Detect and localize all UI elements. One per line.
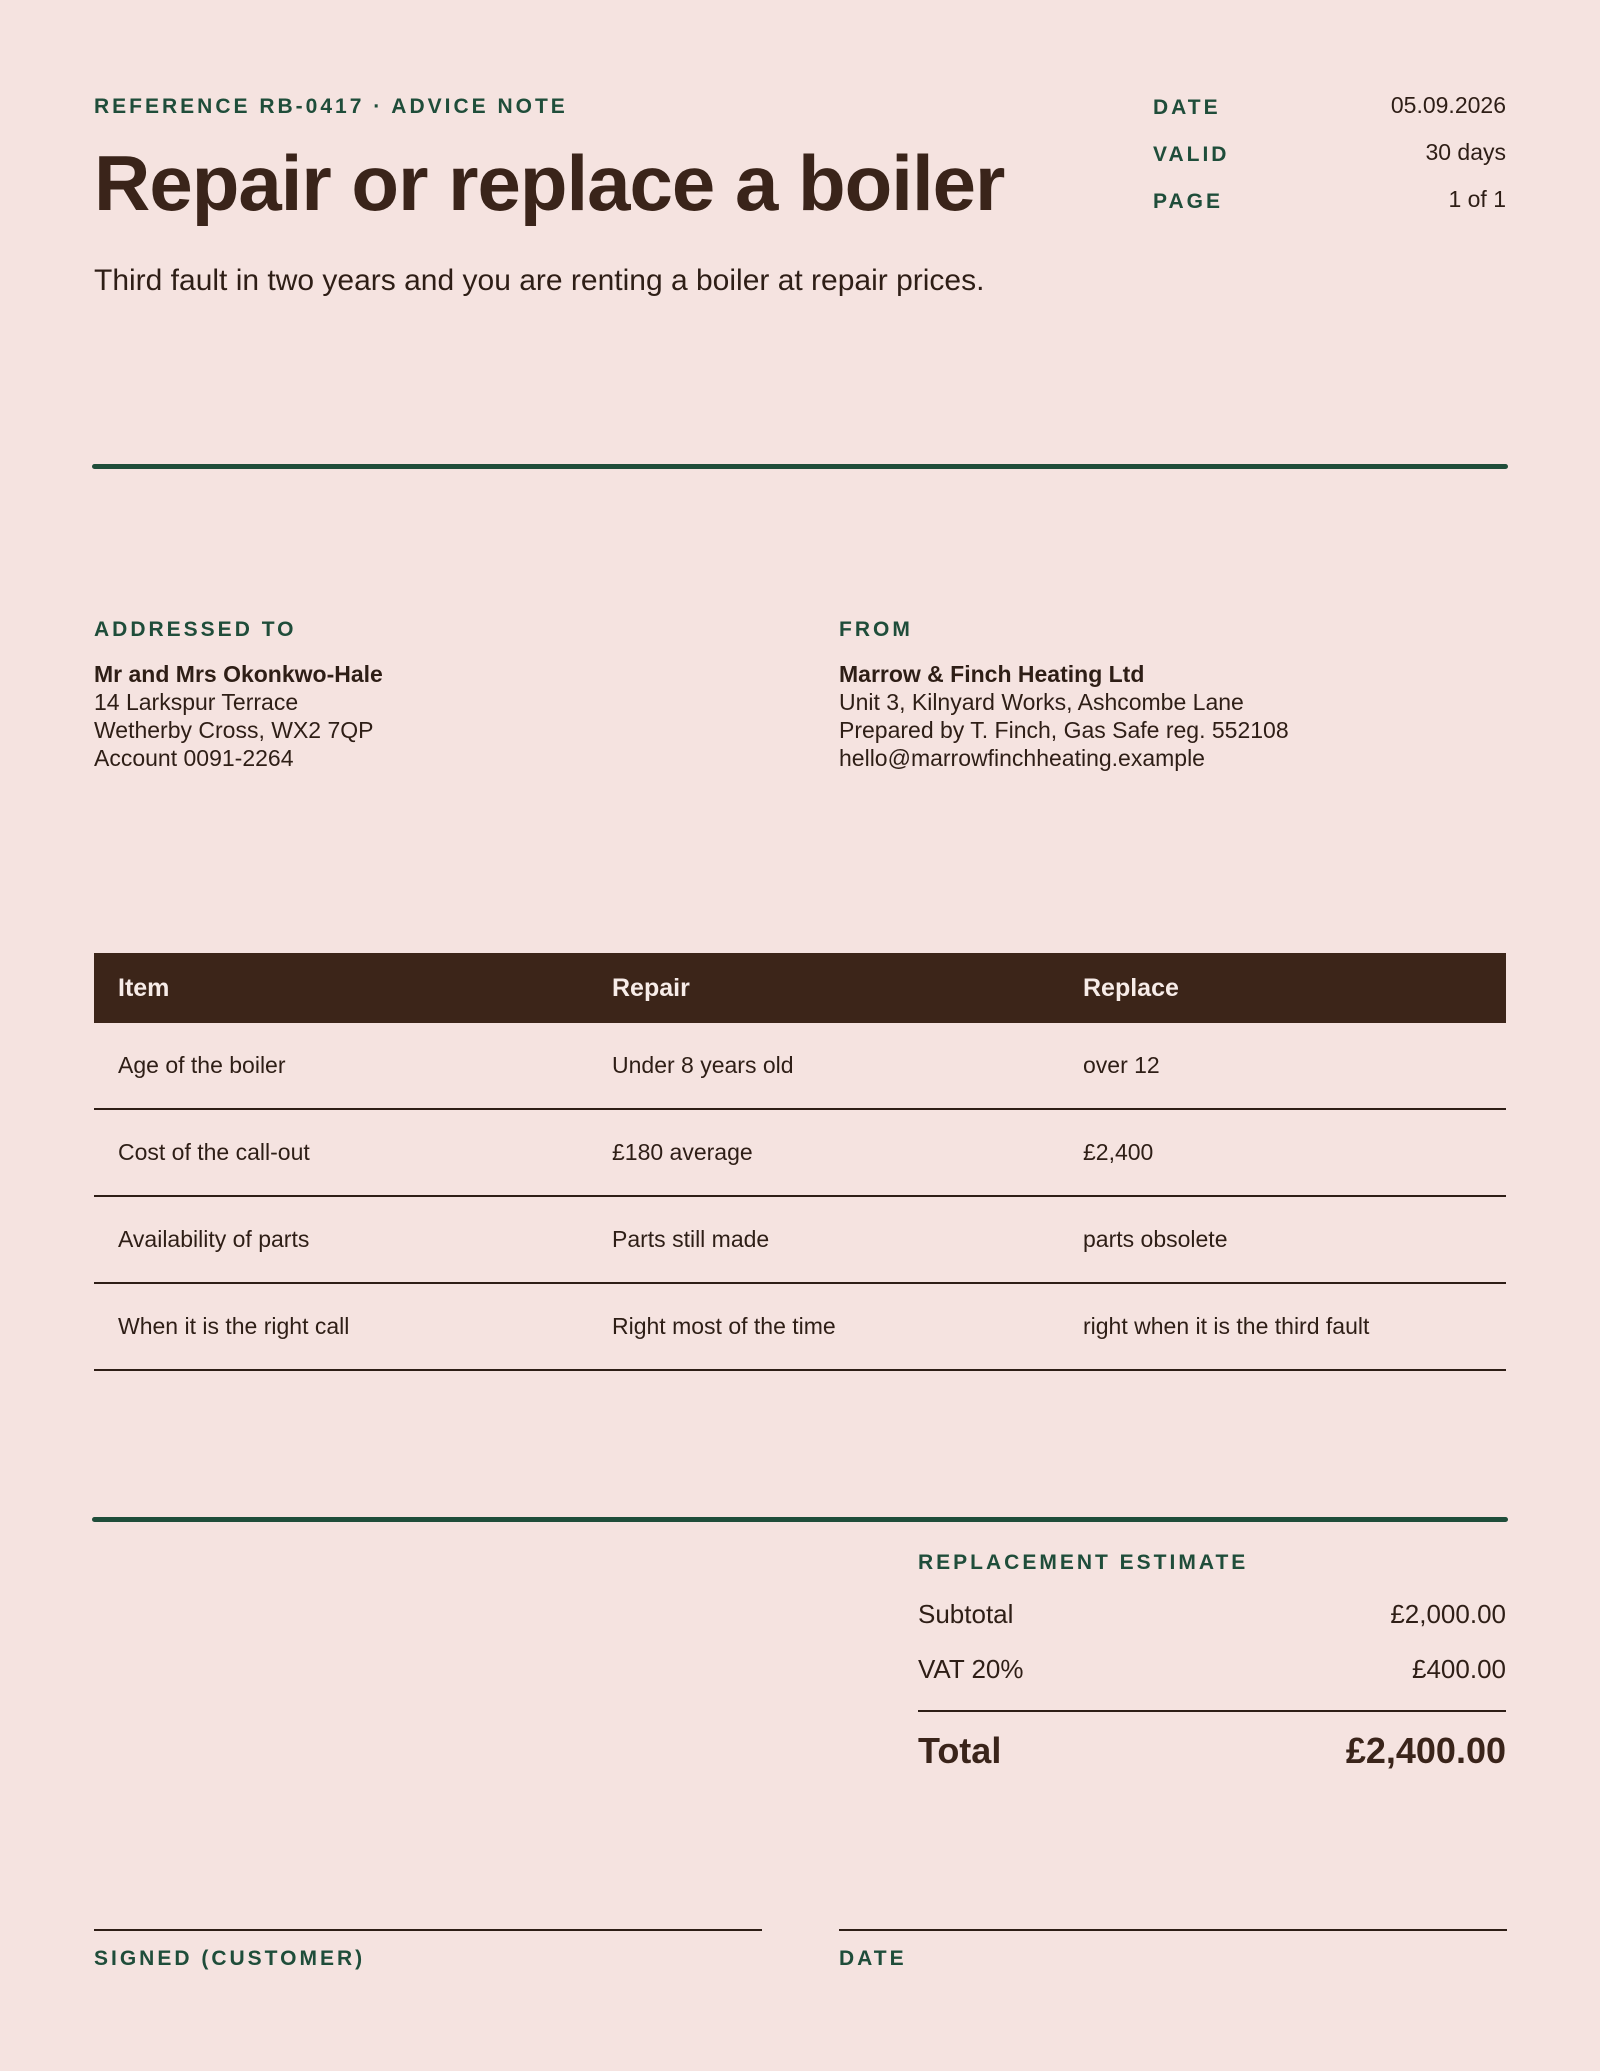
table-cell: Under 8 years old [588,1023,1059,1109]
replacement-estimate [918,1551,1506,1772]
table-cell: When it is the right call [94,1283,588,1370]
total-label: Total [918,1730,1002,1771]
vat-value: £400.00 [1412,1654,1506,1684]
section-divider-top [92,464,1508,469]
from-label: FROM [839,618,913,641]
meta-page-row [1153,186,1506,233]
table-cell: Availability of parts [94,1196,588,1283]
recipient-name: Mr and Mrs Okonkwo-Hale [94,661,383,687]
from-block [839,618,1439,772]
subtotal-row [918,1599,1506,1654]
addressed-to-label: ADDRESSED TO [94,618,297,641]
meta-page-label: PAGE [1153,190,1223,213]
table-cell: Cost of the call-out [94,1109,588,1196]
total-row [918,1730,1506,1772]
table-cell: Parts still made [588,1196,1059,1283]
comparison-table [94,953,1506,1371]
addressed-to-block [94,618,694,772]
recipient-address-line: 14 Larkspur Terrace [94,689,299,715]
subtotal-label: Subtotal [918,1599,1014,1629]
total-divider [918,1710,1506,1712]
subtotal-value: £2,000.00 [1390,1599,1506,1629]
customer-signature-label: SIGNED (CUSTOMER) [94,1947,366,1970]
sender-address-line: Unit 3, Kilnyard Works, Ashcombe Lane [839,689,1244,715]
vat-row [918,1654,1506,1709]
table-row [94,1023,1506,1109]
sender-email[interactable]: hello@marrowfinchheating.example [839,745,1205,771]
column-header-item: Item [94,953,588,1023]
reference-line: REFERENCE RB-0417 · ADVICE NOTE [94,95,568,118]
meta-valid-row [1153,139,1506,186]
table-row [94,1283,1506,1370]
sender-name: Marrow & Finch Heating Ltd [839,661,1145,687]
customer-signature-line[interactable] [94,1929,762,1971]
meta-page-value: 1 of 1 [1448,186,1506,212]
section-divider-bottom [92,1517,1508,1522]
table-cell: parts obsolete [1059,1196,1506,1283]
signature-date-label: DATE [839,1947,907,1970]
table-row [94,1109,1506,1196]
table-cell: over 12 [1059,1023,1506,1109]
estimate-label: REPLACEMENT ESTIMATE [918,1551,1249,1574]
sender-preparer: Prepared by T. Finch, Gas Safe reg. 552108 [839,717,1289,743]
table-cell: £180 average [588,1109,1059,1196]
meta-date-value: 05.09.2026 [1390,92,1506,118]
total-value: £2,400.00 [1345,1730,1506,1771]
meta-date-row [1153,92,1506,139]
recipient-address-line: Wetherby Cross, WX2 7QP [94,717,374,743]
column-header-repair: Repair [588,953,1059,1023]
signature-date-line[interactable] [839,1929,1507,1971]
recipient-account: Account 0091-2264 [94,745,294,771]
table-cell: £2,400 [1059,1109,1506,1196]
meta-valid-label: VALID [1153,143,1230,166]
meta-date-label: DATE [1153,96,1221,119]
column-header-replace: Replace [1059,953,1506,1023]
page-subtitle: Third fault in two years and you are renting a boiler at repair prices. [94,264,985,297]
table-header-row [94,953,1506,1023]
page-title: Repair or replace a boiler [94,139,1005,227]
table-cell: Age of the boiler [94,1023,588,1109]
meta-block [1153,92,1506,233]
meta-valid-value: 30 days [1425,139,1506,165]
table-row [94,1196,1506,1283]
vat-label: VAT 20% [918,1654,1024,1684]
table-cell: Right most of the time [588,1283,1059,1370]
table-cell: right when it is the third fault [1059,1283,1506,1370]
